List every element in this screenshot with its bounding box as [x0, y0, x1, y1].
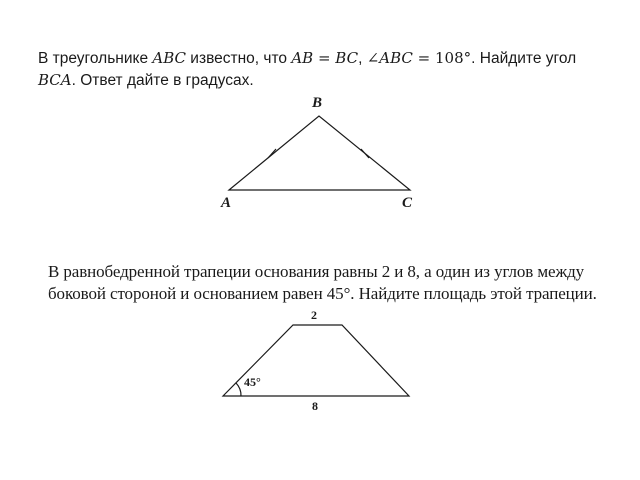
- problem1-text-2: известно, что: [186, 50, 292, 67]
- problem1-math-ab-bc: AB = BC: [291, 49, 359, 67]
- problem1-math-abc: ABC: [152, 49, 186, 67]
- tick-mark-ab: [268, 149, 276, 158]
- problem1-math-value: 108°: [435, 49, 472, 67]
- problem1-math-eq: =: [412, 49, 435, 67]
- triangle-abc: [229, 116, 410, 190]
- angle-arc: [236, 383, 241, 396]
- angle-label: 45°: [244, 375, 261, 389]
- problem1-text-6: . Ответ дайте в градусах.: [71, 72, 254, 89]
- problem1-text-1: В треугольнике: [38, 50, 153, 67]
- problem1-text-3: ,: [358, 50, 367, 67]
- bottom-base-label: 8: [312, 399, 318, 413]
- vertex-label-c: C: [402, 195, 413, 211]
- problem1-math-bca: BCA: [38, 71, 72, 89]
- problem2-line2: боковой стороной и основанием равен 45°. Найдите площадь этой трапеции.: [48, 284, 597, 303]
- problem1-math-angle: ∠ABC: [366, 49, 413, 67]
- vertex-label-a: A: [221, 195, 232, 211]
- tick-mark-bc: [361, 149, 369, 158]
- triangle-figure: [229, 116, 410, 190]
- problem2-line1: В равнобедренной трапеции основания равны 2 и 8, а один из углов между: [48, 262, 585, 281]
- vertex-label-b: B: [312, 95, 323, 111]
- problem1-text-5: . Найдите угол: [471, 50, 577, 67]
- top-base-label: 2: [311, 308, 317, 322]
